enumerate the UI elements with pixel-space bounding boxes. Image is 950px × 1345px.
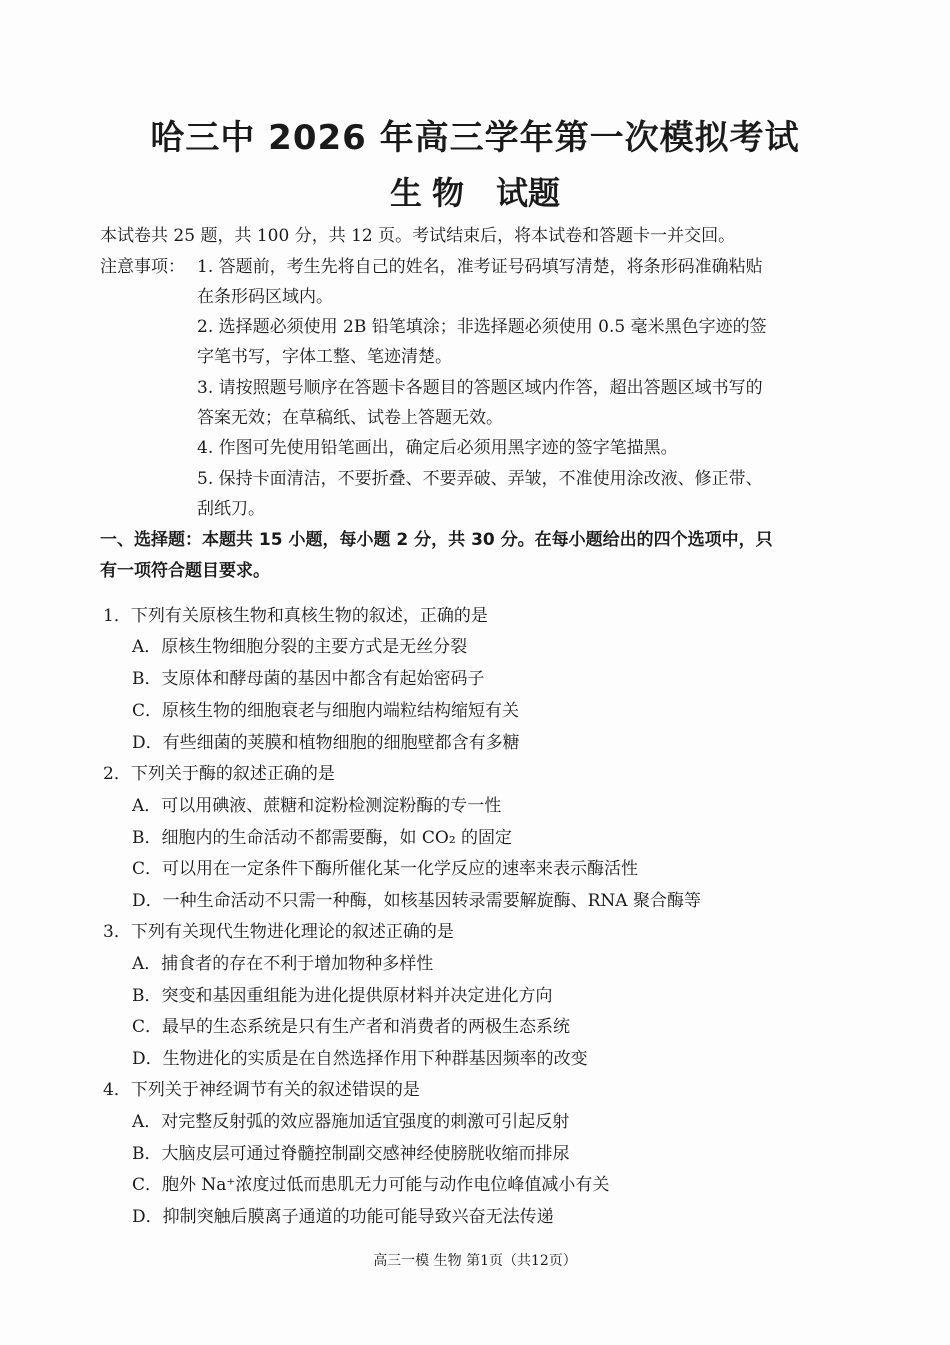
question-option: A．原核生物细胞分裂的主要方式是无丝分裂: [132, 637, 468, 657]
note-line: 答案无效；在草稿纸、试卷上答题无效。: [197, 408, 503, 428]
question-option: D．一种生命活动不只需一种酶，如核基因转录需要解旋酶、RNA 聚合酶等: [132, 891, 701, 911]
question-option: C．最早的生态系统是只有生产者和消费者的两极生态系统: [132, 1017, 571, 1037]
intro-text: 本试卷共 25 题，共 100 分，共 12 页。考试结束后，将本试卷和答题卡一并交回。: [100, 226, 736, 246]
note-line: 1. 答题前，考生先将自己的姓名，准考证号码填写清楚，将条形码准确粘贴: [197, 257, 763, 277]
question-option: B．细胞内的生命活动不都需要酶，如 CO₂ 的固定: [132, 828, 513, 848]
page-footer: 高三一模 生物 第1页（共12页）: [373, 1253, 577, 1269]
question-option: A．可以用碘液、蔗糖和淀粉检测淀粉酶的专一性: [132, 796, 502, 816]
question-option: B．突变和基因重组能为进化提供原材料并决定进化方向: [132, 986, 553, 1006]
question-option: B．支原体和酵母菌的基因中都含有起始密码子: [132, 669, 485, 689]
note-line: 4. 作图可先使用铅笔画出，确定后必须用黑字迹的签字笔描黑。: [197, 438, 678, 458]
exam-title: 哈三中 2026 年高三学年第一次模拟考试: [150, 118, 800, 158]
notes-label: 注意事项：: [100, 257, 185, 277]
subject-name: 生物: [389, 174, 474, 212]
question-stem: 4．下列关于神经调节有关的叙述错误的是: [103, 1080, 420, 1100]
note-line: 在条形码区域内。: [197, 287, 333, 307]
note-line: 刮纸刀。: [197, 499, 265, 519]
question-option: A．对完整反射弧的效应器施加适宜强度的刺激可引起反射: [132, 1112, 570, 1132]
section-heading: 一、选择题：本题共 15 小题，每小题 2 分，共 30 分。在每小题给出的四个选项中，只: [100, 530, 773, 550]
question-option: C．胞外 Na⁺浓度过低而患肌无力可能与动作电位峰值减小有关: [132, 1175, 610, 1195]
exam-subtitle: [0, 168, 950, 214]
section-heading-cont: 有一项符合题目要求。: [100, 561, 270, 581]
question-option: D．生物进化的实质是在自然选择作用下种群基因频率的改变: [132, 1049, 588, 1069]
question-stem: 3．下列有关现代生物进化理论的叙述正确的是: [103, 922, 454, 942]
note-line: 2. 选择题必须使用 2B 铅笔填涂；非选择题必须使用 0.5 毫米黑色字迹的签: [197, 317, 767, 337]
question-stem: 2．下列关于酶的叙述正确的是: [103, 764, 335, 784]
question-option: C．可以用在一定条件下酶所催化某一化学反应的速率来表示酶活性: [132, 859, 639, 879]
question-option: D．抑制突触后膜离子通道的功能可能导致兴奋无法传递: [132, 1207, 554, 1227]
subject-suffix: 试题: [496, 174, 561, 212]
question-option: B．大脑皮层可通过脊髓控制副交感神经使膀胱收缩而排尿: [132, 1144, 570, 1164]
note-line: 5. 保持卡面清洁，不要折叠、不要弄破、弄皱，不准使用涂改液、修正带、: [197, 469, 763, 489]
question-option: A．捕食者的存在不利于增加物种多样性: [132, 954, 434, 974]
note-line: 3. 请按照题号顺序在答题卡各题目的答题区域内作答，超出答题区域书写的: [197, 378, 763, 398]
question-stem: 1．下列有关原核生物和真核生物的叙述，正确的是: [103, 606, 488, 626]
note-line: 字笔书写，字体工整、笔迹清楚。: [197, 347, 452, 367]
question-option: D．有些细菌的荚膜和植物细胞的细胞壁都含有多糖: [132, 733, 520, 753]
question-option: C．原核生物的细胞衰老与细胞内端粒结构缩短有关: [132, 701, 520, 721]
